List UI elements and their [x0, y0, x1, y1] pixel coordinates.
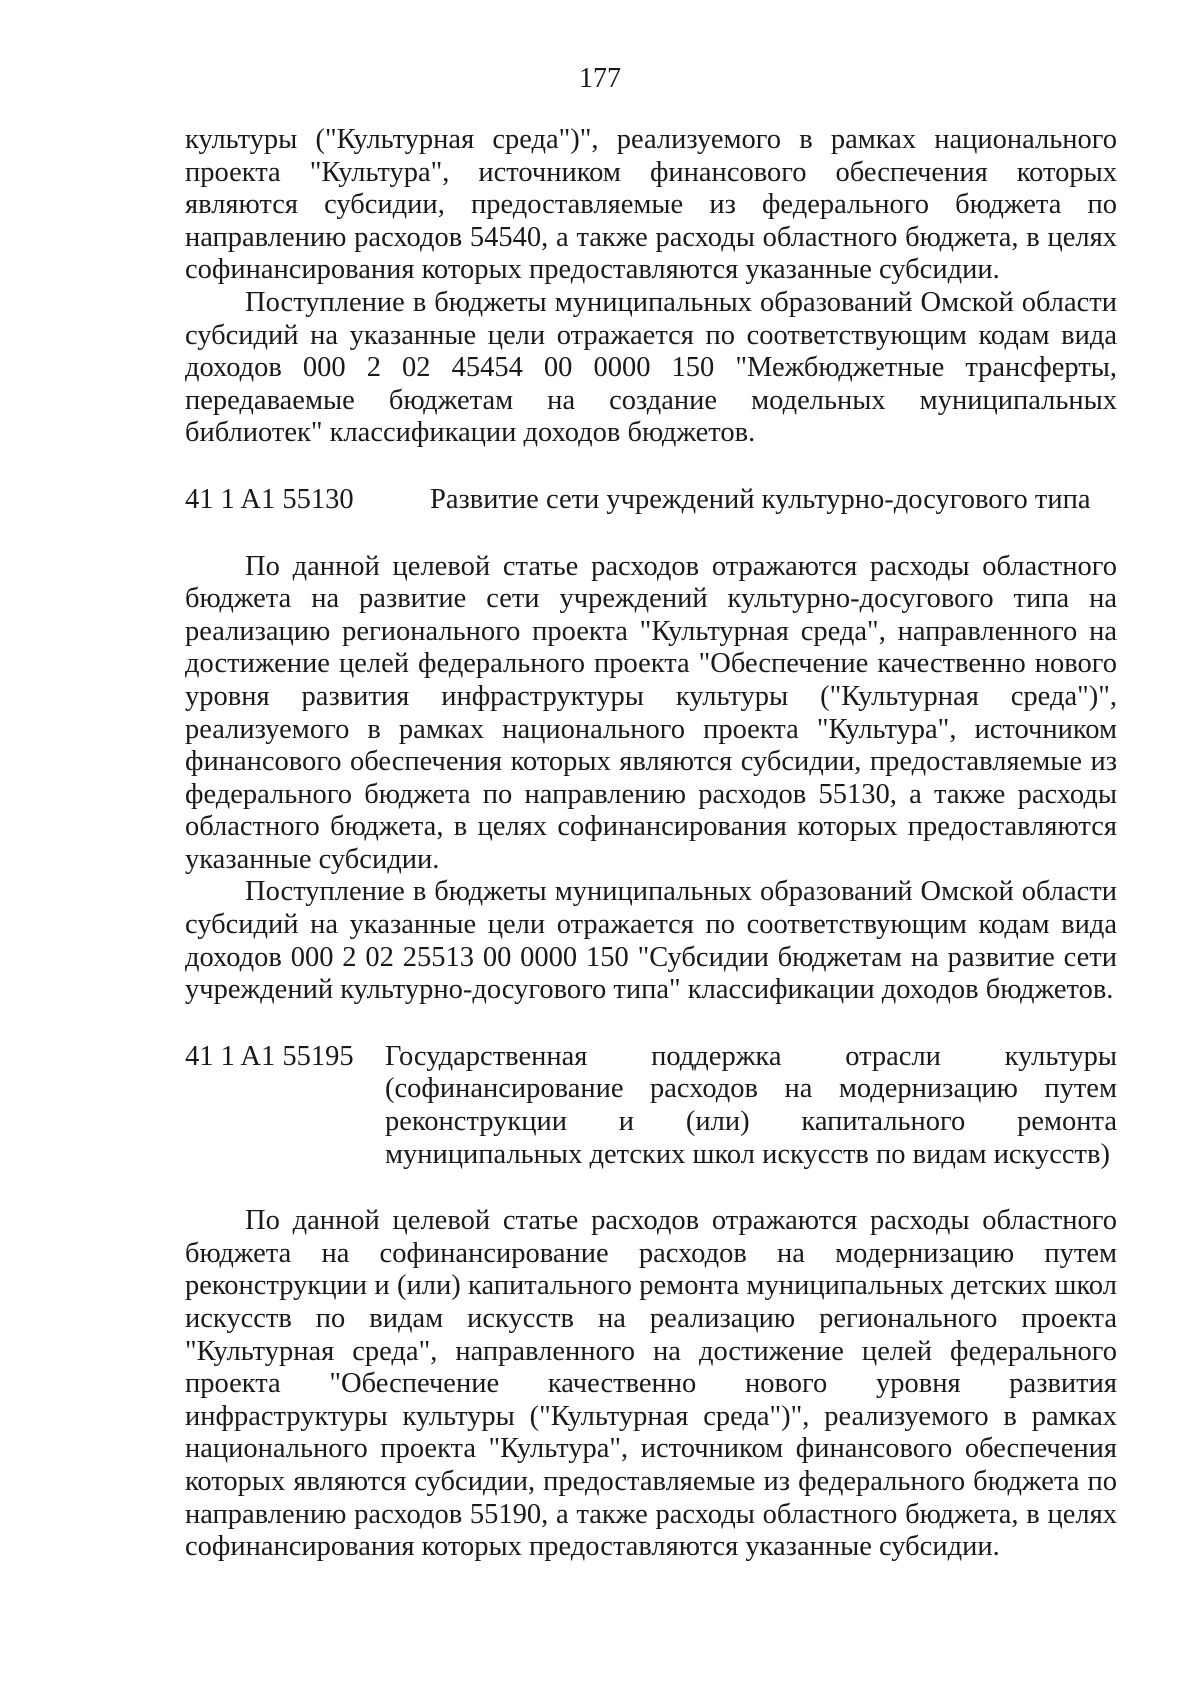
paragraph-description: По данной целевой статье расходов отражаются расходы областного бюджета на развитие сети учреждений культурно-досугового типа на реализацию регионального проекта "Культурная среда", направленного на достижение целей федерального проекта "Обеспечение качественно нового уровня развития инфраструктуры культуры ("Культурная среда")", реализуемого в рамках национального проекта "Культура", источником финансового обеспечения которых являются субсидии, предоставляемые из федерального бюджета по направлению расходов 55130, а также расходы областного бюджета, в целях софинансирования которых предоставляются указанные субсидии. [185, 550, 1117, 875]
budget-item-header [185, 1041, 1117, 1171]
budget-item-title: Развитие сети учреждений культурно-досугового типа [430, 483, 1091, 515]
budget-code: 41 1 A1 55195 [185, 1040, 354, 1072]
document-body [185, 124, 1117, 1564]
paragraph-description: По данной целевой статье расходов отражаются расходы областного бюджета на софинансирование расходов на модернизацию путем реконструкции и (или) капитального ремонта муниципальных детских школ искусств по видам искусств на реализацию регионального проекта "Культурная среда", направленного на достижение целей федерального проекта "Обеспечение качественно нового уровня развития инфраструктуры культуры ("Культурная среда")", реализуемого в рамках национального проекта "Культура", источником финансового обеспечения которых являются субсидии, предоставляемые из федерального бюджета по направлению расходов 55190, а также расходы областного бюджета, в целях софинансирования которых предоставляются указанные субсидии. [185, 1205, 1117, 1563]
page-number: 177 [579, 63, 621, 94]
paragraph-revenue-receipt: Поступление в бюджеты муниципальных образований Омской области субсидий на указанные цели отражается по соответствующим кодам вида доходов 000 2 02 45454 00 0000 150 "Межбюджетные трансферты, передаваемые бюджетам на создание модельных муниципальных библиотек" классификации доходов бюджетов. [185, 286, 1117, 449]
budget-item-header [185, 484, 1117, 517]
paragraph-revenue-receipt: Поступление в бюджеты муниципальных образований Омской области субсидий на указанные цели отражается по соответствующим кодам вида доходов 000 2 02 25513 00 0000 150 "Субсидии бюджетам на развитие сети учреждений культурно-досугового типа" классификации доходов бюджетов. [185, 876, 1117, 1006]
paragraph-continuation: культуры ("Культурная среда")", реализуемого в рамках национального проекта "Культура", источником финансового обеспечения которых являются субсидии, предоставляемые из федерального бюджета по направлению расходов 54540, а также расходы областного бюджета, в целях софинансирования которых предоставляются указанные субсидии. [185, 124, 1117, 286]
budget-code: 41 1 A1 55130 [185, 483, 354, 515]
budget-item-title: Государственная поддержка отрасли культуры (софинансирование расходов на модернизацию путем реконструкции и (или) капитального ремонта муниципальных детских школ искусств по видам искусств) [385, 1040, 1117, 1170]
